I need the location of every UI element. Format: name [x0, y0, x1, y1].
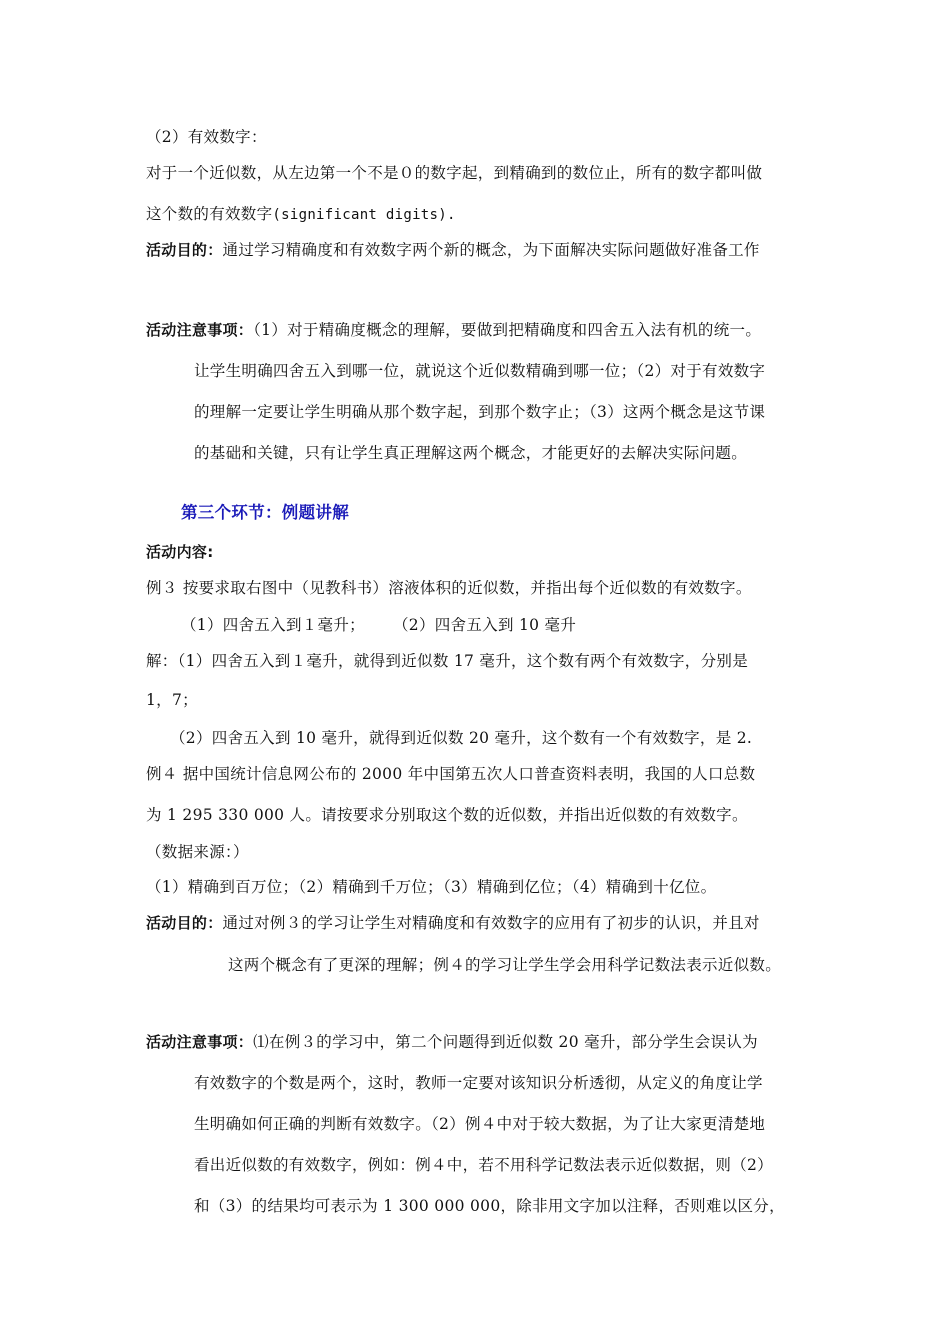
activity-notes-1-line-2: 让学生明确四舍五入到哪一位，就说这个近似数精确到哪一位；（2）对于有效数字	[194, 362, 766, 380]
activity-purpose-2-line-2: 这两个概念有了更深的理解；例４的学习让学生学会用科学记数法表示近似数。	[228, 956, 782, 974]
definition-line-1: 对于一个近似数，从左边第一个不是０的数字起，到精确到的数位止，所有的数字都叫做	[146, 164, 763, 182]
subtitle-significant-digits: （2）有效数字：	[146, 128, 267, 146]
example-4-line-1: 例４ 据中国统计信息网公布的 2000 年中国第五次人口普查资料表明，我国的人口总数	[146, 765, 756, 783]
example-3-item-1: （1）四舍五入到１毫升；	[181, 616, 365, 634]
activity-purpose-label: 活动目的：	[146, 914, 223, 932]
definition-line-2	[146, 204, 456, 225]
activity-notes-2-line-3: 生明确如何正确的判断有效数字。（2）例４中对于较大数据，为了让大家更清楚地	[194, 1115, 766, 1133]
example-4-data-source: （数据来源：）	[146, 843, 249, 861]
definition-line-2-text: 这个数的有效数字	[146, 205, 273, 223]
definition-english-term: (significant digits).	[272, 207, 456, 223]
activity-notes-1-line-1	[146, 320, 761, 340]
activity-notes-1-line-4: 的基础和关键，只有让学生真正理解这两个概念，才能更好的去解决实际问题。	[194, 444, 748, 462]
activity-notes-2-line-1	[146, 1032, 758, 1052]
solution-line-3: （2）四舍五入到 10 毫升，就得到近似数 20 毫升，这个数有一个有效数字，是 2.	[170, 729, 753, 747]
activity-content-label: 活动内容:	[146, 543, 214, 561]
solution-line-1: 解：（1）四舍五入到１毫升，就得到近似数 17 毫升，这个数有两个有效数字，分别是	[146, 652, 748, 670]
section-heading-examples: 第三个环节：例题讲解	[181, 503, 349, 522]
activity-notes-2-line-5: 和（3）的结果均可表示为 1 300 000 000，除非用文字加以注释，否则难以区分，	[194, 1197, 785, 1215]
activity-notes-label: 活动注意事项：	[146, 321, 254, 339]
activity-notes-text: ⑴在例３的学习中，第二个问题得到近似数 20 毫升，部分学生会误认为	[253, 1033, 758, 1051]
activity-purpose-1	[146, 240, 760, 260]
solution-line-2: 1，7；	[146, 691, 198, 709]
example-3-statement: 例３ 按要求取右图中（见教科书）溶液体积的近似数，并指出每个近似数的有效数字。	[146, 579, 752, 597]
activity-notes-label: 活动注意事项：	[146, 1033, 254, 1051]
activity-purpose-2-line-1	[146, 913, 760, 933]
example-4-requirements: （1）精确到百万位；（2）精确到千万位；（3）精确到亿位；（4）精确到十亿位。	[146, 878, 717, 896]
activity-notes-text: （1）对于精确度概念的理解，要做到把精确度和四舍五入法有机的统一。	[253, 321, 762, 339]
example-4-line-2: 为 1 295 330 000 人。请按要求分别取这个数的近似数，并指出近似数的有效数字。	[146, 806, 748, 824]
activity-notes-1-line-3: 的理解一定要让学生明确从那个数字起，到那个数字止；（3）这两个概念是这节课	[194, 403, 766, 421]
activity-purpose-label: 活动目的：	[146, 241, 223, 259]
activity-notes-2-line-4: 看出近似数的有效数字，例如：例４中，若不用科学记数法表示近似数据，则（2）	[194, 1156, 773, 1174]
activity-purpose-text: 通过对例３的学习让学生对精确度和有效数字的应用有了初步的认识，并且对	[222, 914, 760, 932]
activity-notes-2-line-2: 有效数字的个数是两个，这时，教师一定要对该知识分析透彻，从定义的角度让学	[194, 1074, 763, 1092]
activity-purpose-text: 通过学习精确度和有效数字两个新的概念，为下面解决实际问题做好准备工作	[222, 241, 760, 259]
example-3-item-2: （2）四舍五入到 10 毫升	[393, 616, 577, 634]
